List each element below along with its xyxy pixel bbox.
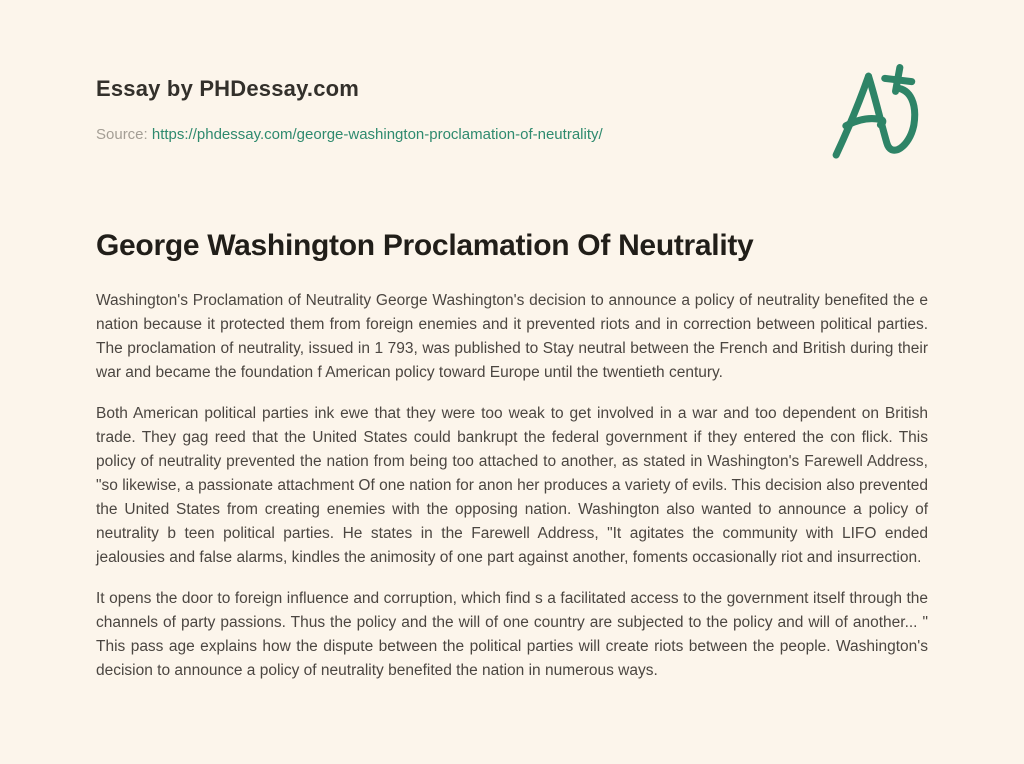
source-url-link[interactable]: https://phdessay.com/george-washington-proclamation-of-neutrality/ [151,126,603,143]
content-column [96,0,928,700]
source-label: Source: [96,126,148,143]
article-paragraph: Washington's Proclamation of Neutrality George Washington's decision to announce a policy of neutrality benefited the e nation because it protected them from foreign enemies and it prevented riots and in correction between political parties. The proclamation of neutrality, issued in 1 793, was published to Stay neutral between the French and British during their war and became the foundation f American policy toward Europe until the twentieth century. [96,292,928,381]
article-paragraph: Both American political parties ink ewe that they were too weak to get involved in a war and too dependent on British trade. They gag reed that the United States could bankrupt the federal government if they entered the con flick. This policy of neutrality prevented the nation from being too attached to another, as stated in Washington's Farewell Address, "so likewise, a passionate attachment Of one nation for anon her produces a variety of evils. This decision also prevented the United States from creating enemies with the opposing nation. Washington also wanted to announce a policy of neutrality b teen political parties. He states in the Farewell Address, "It agitates the community with LIFO ended jealousies and false alarms, kindles the animosity of one part against another, foments occasionally riot and insurrection. [96,405,928,566]
source-line [96,126,928,143]
article-paragraph: It opens the door to foreign influence and corruption, which find s a facilitated access to the government itself through the channels of party passions. Thus the policy and the will of one country are subjected to the policy and will of another... " This pass age explains how the dispute between the political parties will create riots between the people. Washington's decision to announce a policy of neutrality benefited the nation in numerous ways. [96,590,928,679]
page-header-title: Essay by PHDessay.com [96,76,360,101]
article-title: George Washington Proclamation Of Neutrality [96,229,754,262]
article-body [96,289,928,683]
